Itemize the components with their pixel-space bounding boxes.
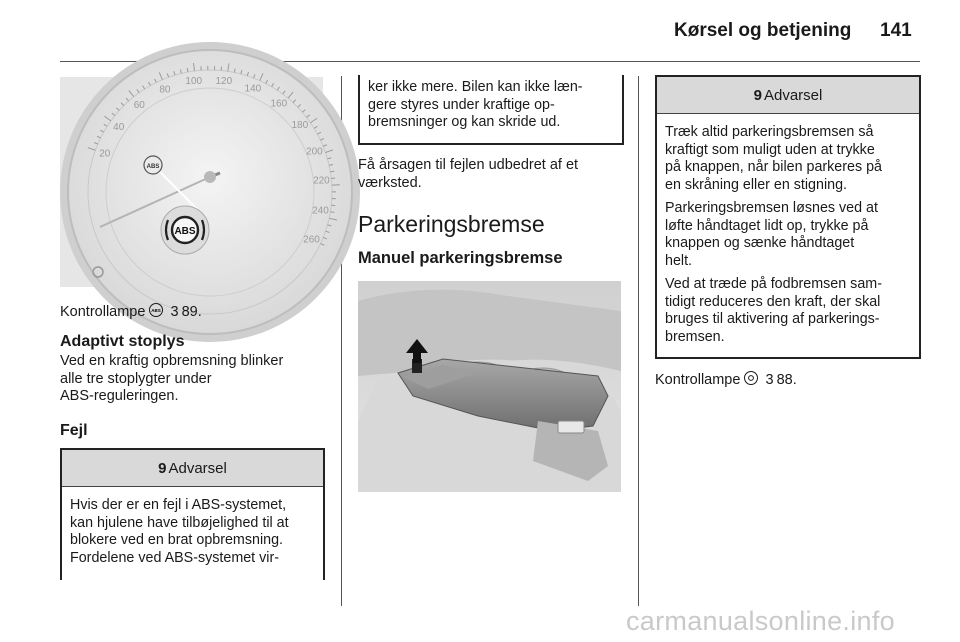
warning-paragraph [665,124,913,194]
brake-lamp-icon [744,371,758,385]
dial-tick-label: 80 [159,84,171,96]
section-title-adaptive-brake-light: Adaptivt stoplys [60,333,185,350]
text-line: helt. [665,252,693,269]
section-title-fault: Fejl [60,422,88,439]
text-line: Fordelene ved ABS-systemet vir- [70,549,279,566]
warning-title: Advarsel [168,459,227,477]
page-header-title: Kørsel og betjening [674,20,852,41]
dial-tick-label: 140 [244,83,262,95]
warning-body [360,75,622,136]
abs-warning-continuation-box [358,75,624,145]
text-line: blokere ved en brat opbremsning. [70,532,283,548]
abs-warning-box [60,448,325,580]
text-line: knappen og sænke håndtaget [665,235,855,251]
column-divider-2 [638,76,639,606]
text-line: Ved at træde på fodbremsen sam- [665,276,882,292]
dial-tick-label: 180 [291,120,309,132]
warning-triangle-icon: 9 [158,459,167,477]
text-line: Træk altid parkeringsbremsen så [665,124,874,140]
lamp-ref-prefix: Kontrollampe [60,304,146,320]
dial-tick-label: 120 [215,75,233,87]
abs-lamp-icon [149,303,163,317]
abs-lamp-reference [60,303,202,322]
abs-badge-label: ABS [174,226,196,237]
warning-paragraph [665,200,913,270]
section-title-parking-brake: Parkeringsbremse [358,211,545,237]
dial-tick-label: 100 [185,76,203,88]
text-line: Ved en kraftig opbremsning blinker [60,353,284,369]
text-line: gere styres under kraftige op- [368,96,555,113]
warning-header [62,450,323,487]
page-number: 141 [880,20,912,41]
warning-title: Advarsel [763,86,823,104]
parking-brake-illustration [358,281,621,492]
dial-tick-label: 260 [303,234,320,246]
warning-header [657,77,919,114]
page-reference-arrow-icon: 3 [170,304,179,320]
text-line: løfte håndtaget lidt op, trykke på [665,217,869,234]
text-line: tidigt reduceres den kraft, der skal [665,293,881,310]
text-line: Parkeringsbremsen løsnes ved at [665,200,878,216]
dial-tick [187,68,188,72]
parking-brake-figure [358,281,621,492]
warning-paragraph [665,276,913,346]
lamp-ref-page: 89. [181,304,202,320]
text-line: bremsen. [665,328,725,345]
text-line: ABS-reguleringen. [60,388,179,404]
dial-tick-label: 200 [306,146,323,158]
subsection-title-manual-parking-brake: Manuel parkeringsbremse [358,249,563,267]
text-line: kan hjulene have tilbøjelighed til at [70,514,289,531]
text-line: værksted. [358,174,422,191]
text-line: alle tre stoplygter under [60,370,212,387]
dial-tick-label: 160 [270,98,288,110]
dial-tick-label: 220 [313,175,330,187]
brake-lamp-reference [655,371,797,390]
warning-triangle-icon: 9 [753,86,762,104]
text-line: på knappen, når bilen parkeres på [665,159,882,175]
svg-text:ABS: ABS [146,164,160,170]
speedometer-illustration [60,75,330,287]
text-line: bremsninger og kan skride ud. [368,114,561,130]
dial-tick-label: 240 [312,205,329,217]
dial-tick [330,171,334,172]
page-reference-arrow-icon: 3 [765,372,774,388]
dial-tick-label: 40 [113,122,125,134]
svg-text:ABS: ABS [151,308,162,313]
parking-brake-warning-box [655,75,921,359]
text-line: bruges til aktivering af parkerings- [665,311,880,327]
warning-body [657,114,919,356]
text-line: Hvis der er en fejl i ABS-systemet, [70,497,287,513]
text-line: en skråning eller en stigning. [665,176,847,193]
dial-tick-label: 60 [133,100,145,112]
watermark: carmanualsonline.info [626,606,895,636]
lamp-ref-prefix: Kontrollampe [655,372,741,388]
adaptive-brake-light-text [60,353,283,406]
repair-paragraph [358,157,578,192]
text-line: ker ikke mere. Bilen kan ikke læn- [368,79,583,95]
text-line: Få årsagen til fejlen udbedret af et [358,157,579,173]
text-line: kraftigt som muligt uden at trykke [665,141,875,158]
dial-tick-label: 20 [99,148,111,160]
dial-tick [330,212,334,213]
warning-body [62,487,323,571]
speedometer-figure [60,75,330,287]
lamp-ref-page: 88. [776,372,797,388]
